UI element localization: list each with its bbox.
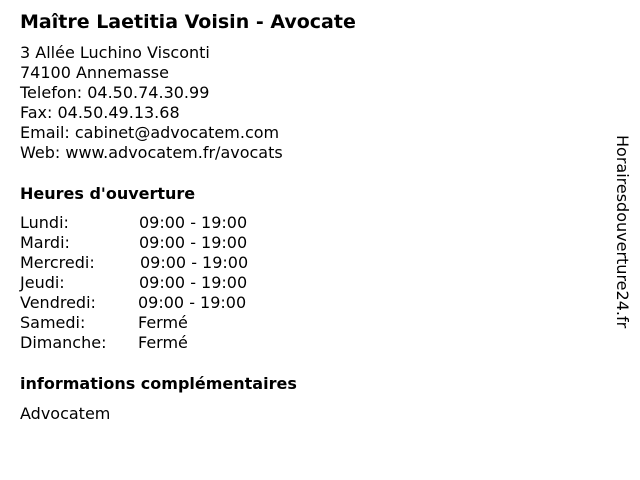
- hours-row-saturday: [20, 313, 320, 333]
- time-value: 09:00 - 19:00: [139, 213, 248, 232]
- contact-block: [20, 43, 283, 163]
- day-label: Dimanche:: [20, 333, 107, 352]
- address-city: 74100 Annemasse: [20, 63, 169, 82]
- day-label: Vendredi:: [20, 293, 96, 312]
- hours-row-sunday: [20, 333, 320, 353]
- website-address: Web: www.advocatem.fr/avocats: [20, 143, 283, 162]
- day-label: Lundi:: [20, 213, 69, 232]
- site-watermark: Horairesdouverture24.fr: [613, 135, 632, 329]
- opening-hours-heading: Heures d'ouverture: [20, 184, 196, 203]
- address-street: 3 Allée Luchino Visconti: [20, 43, 210, 62]
- opening-hours-list: [20, 213, 320, 353]
- day-label: Mercredi:: [20, 253, 95, 272]
- time-value: 09:00 - 19:00: [138, 293, 247, 312]
- hours-row-tuesday: [20, 233, 320, 253]
- hours-row-monday: [20, 213, 320, 233]
- time-value: 09:00 - 19:00: [139, 273, 248, 292]
- hours-row-friday: [20, 293, 320, 313]
- page-title: Maître Laetitia Voisin - Avocate: [20, 11, 356, 33]
- time-value: Fermé: [138, 333, 188, 352]
- additional-info-heading: informations complémentaires: [20, 374, 297, 393]
- time-value: 09:00 - 19:00: [139, 233, 248, 252]
- day-label: Samedi:: [20, 313, 86, 332]
- time-value: 09:00 - 19:00: [140, 253, 249, 272]
- time-value: Fermé: [138, 313, 188, 332]
- day-label: Jeudi:: [20, 273, 65, 292]
- phone-number: Telefon: 04.50.74.30.99: [20, 83, 210, 102]
- day-label: Mardi:: [20, 233, 70, 252]
- hours-row-thursday: [20, 273, 320, 293]
- hours-row-wednesday: [20, 253, 320, 273]
- additional-info-text: Advocatem: [20, 404, 111, 423]
- email-address: Email: cabinet@advocatem.com: [20, 123, 280, 142]
- fax-number: Fax: 04.50.49.13.68: [20, 103, 180, 122]
